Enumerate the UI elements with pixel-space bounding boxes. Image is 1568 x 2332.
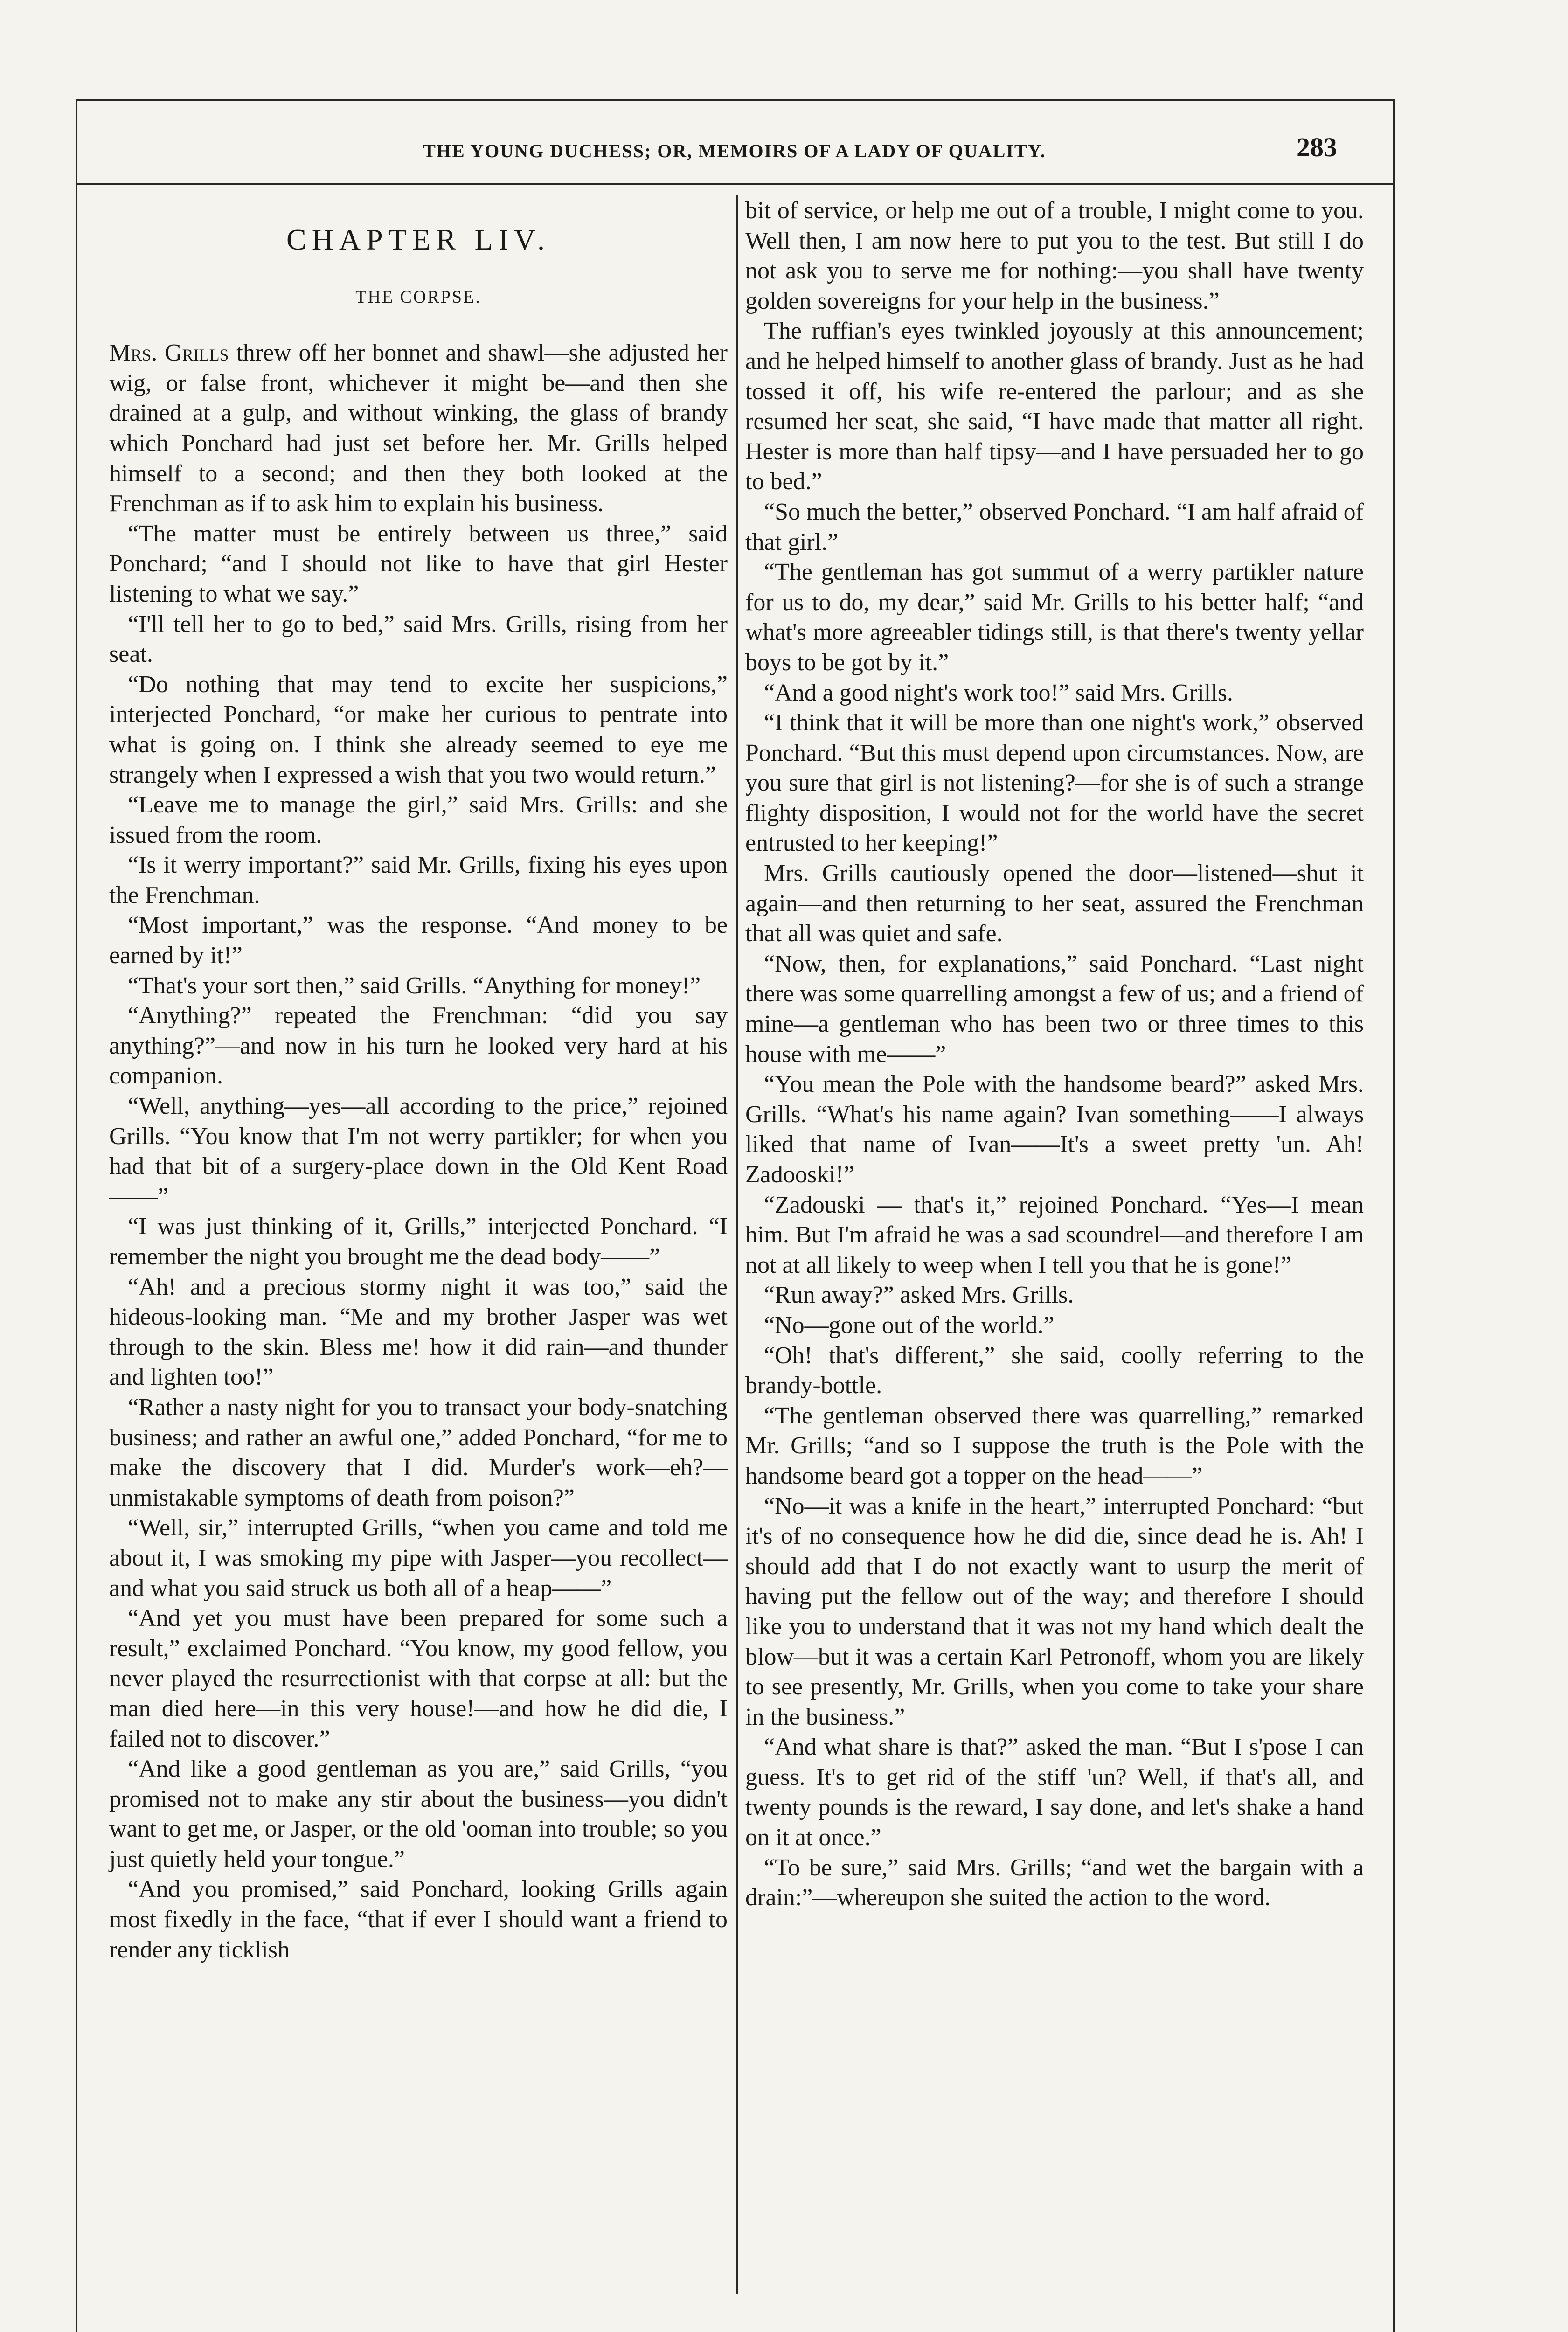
opening-paragraph: [109, 338, 728, 519]
left-column: [109, 196, 728, 1965]
paragraph: “No—gone out of the world.”: [764, 1312, 1055, 1339]
paragraph: “Oh! that's different,” she said, coolly referring to the brandy-bottle.: [745, 1342, 1364, 1399]
paragraph: “I was just thinking of it, Grills,” interjected Ponchard. “I remember the night you brought me the dead body——”: [109, 1213, 728, 1270]
paragraph: “Is it werry important?” said Mr. Grills, fixing his eyes upon the Frenchman.: [109, 852, 728, 909]
paragraph: “So much the better,” observed Ponchard. “I am half afraid of that girl.”: [745, 498, 1364, 555]
paragraph: “Now, then, for explanations,” said Ponchard. “Last night there was some quarrelling amongst a few of us; and a friend of mine—a gentleman who has been two or three times to this house with me——”: [745, 950, 1364, 1068]
header-rule: [76, 183, 1395, 185]
opening-text: threw off her bonnet and shawl—she adjusted her wig, or false front, whichever it might be—and then she drained at a gulp, and without winking, the glass of brandy which Ponchard had just set before her. Mr. Grills helped himself to a second; and then they both looked at the Frenchman as if to ask him to explain his business.: [109, 340, 728, 517]
paragraph: “And a good night's work too!” said Mrs. Grills.: [764, 679, 1233, 706]
chapter-title: CHAPTER LIV.: [286, 223, 550, 256]
running-head: THE YOUNG DUCHESS; OR, MEMOIRS OF A LADY OF QUALITY.: [423, 140, 1046, 161]
paragraph: “And you promised,” said Ponchard, looking Grills again most fixedly in the face, “that if ever I should want a friend to render any ticklish: [109, 1876, 728, 1963]
paragraph: “Rather a nasty night for you to transact your body-snatching business; and rather an awful one,” added Ponchard, “for me to make the discovery that I did. Murder's work—eh?—unmistakable symptoms of death from poison?”: [109, 1394, 728, 1511]
paragraph: “The gentleman has got summut of a werry partikler nature for us to do, my dear,” said Mr. Grills to his better half; “and what's more agreeabler tidings still, is that there's twenty yellar boys to be got by it.”: [745, 559, 1364, 676]
paragraph: “And yet you must have been prepared for some such a result,” exclaimed Ponchard. “You know, my good fellow, you never played the resurrectionist with that corpse at all: but the man died here—in this very house!—and how he did die, I failed not to discover.”: [109, 1605, 728, 1752]
paragraph: “I'll tell her to go to bed,” said Mrs. Grills, rising from her seat.: [109, 611, 728, 668]
paragraph: “To be sure,” said Mrs. Grills; “and wet the bargain with a drain:”—whereupon she suited the action to the word.: [745, 1854, 1364, 1911]
paragraph: “And like a good gentleman as you are,” said Grills, “you promised not to make any stir about the business—you didn't want to get me, or Jasper, or the old 'ooman into trouble; so you just quietly held your tongue.”: [109, 1756, 728, 1873]
paragraph: “Most important,” was the response. “And money to be earned by it!”: [109, 912, 728, 969]
paragraph: “No—it was a knife in the heart,” interrupted Ponchard: “but it's of no consequence how he did die, since dead he is. Ah! I should add that I do not exactly want to usurp the merit of having put the fellow out of the way; and therefore I should like you to understand that it was not my hand which dealt the blow—but it was a certain Karl Petronoff, whom you are likely to see presently, Mr. Grills, when you come to take your share in the business.”: [745, 1492, 1364, 1730]
paragraph: The ruffian's eyes twinkled joyously at this announcement; and he helped himself to another glass of brandy. Just as he had tossed it off, his wife re-entered the parlour; and as she resumed her seat, she said, “I have made that matter all right. Hester is more than half tipsy—and I have persuaded her to go to bed.”: [745, 318, 1364, 495]
paragraph: “Zadouski — that's it,” rejoined Ponchard. “Yes—I mean him. But I'm afraid he was a sad scoundrel—and therefore I am not at all likely to weep when I tell you that he is gone!”: [745, 1191, 1364, 1278]
paragraph: “Do nothing that may tend to excite her suspicions,” interjected Ponchard, “or make her curious to pentrate into what is going on. I think she already seemed to eye me strangely when I expressed a wish that you two would return.”: [109, 671, 728, 788]
paragraph: bit of service, or help me out of a trouble, I might come to you. Well then, I am now here to put you to the test. But still I do not ask you to serve me for nothing:—you shall have twenty golden sovereigns for your help in the business.”: [745, 197, 1364, 314]
paragraph: “Well, sir,” interrupted Grills, “when you came and told me about it, I was smoking my pipe with Jasper—you recollect—and what you said struck us both all of a heap——”: [109, 1514, 728, 1602]
paragraph: “Anything?” repeated the Frenchman: “did you say anything?”—and now in his turn he looked very hard at his companion.: [109, 1002, 728, 1090]
right-column: [745, 196, 1364, 1913]
paragraph: “Ah! and a precious stormy night it was too,” said the hideous-looking man. “Me and my brother Jasper was wet through to the skin. Bless me! how it did rain—and thunder and lighten too!”: [109, 1273, 728, 1391]
opening-smallcaps: Mrs. Grills: [109, 340, 229, 367]
paragraph: “I think that it will be more than one night's work,” observed Ponchard. “But this must depend upon circumstances. Now, are you sure that girl is not listening?—for she is of such a strange flighty disposition, I would not for the world have the secret entrusted to her keeping!”: [745, 709, 1364, 857]
paragraph: “Leave me to manage the girl,” said Mrs. Grills: and she issued from the room.: [109, 791, 728, 848]
chapter-subtitle: THE CORPSE.: [355, 287, 481, 307]
paragraph: “You mean the Pole with the handsome beard?” asked Mrs. Grills. “What's his name again? Ivan something——I always liked that name of Ivan——It's a sweet pretty 'un. Ah! Zadooski!”: [745, 1071, 1364, 1188]
paragraph: “The matter must be entirely between us three,” said Ponchard; “and I should not like to have that girl Hester listening to what we say.”: [109, 520, 728, 607]
paragraph: “Well, anything—yes—all according to the price,” rejoined Grills. “You know that I'm not werry partikler; for when you had that bit of a surgery-place down in the Old Kent Road——”: [109, 1093, 728, 1210]
paragraph: “That's your sort then,” said Grills. “Anything for money!”: [128, 972, 701, 999]
page-number: 283: [1297, 132, 1337, 162]
paragraph: “Run away?” asked Mrs. Grills.: [764, 1282, 1074, 1309]
paragraph: “The gentleman observed there was quarrelling,” remarked Mr. Grills; “and so I suppose the truth is the Pole with the handsome beard got a topper on the head——”: [745, 1402, 1364, 1489]
paragraph: Mrs. Grills cautiously opened the door—listened—shut it again—and then returning to her seat, assured the Frenchman that all was quiet and safe.: [745, 860, 1364, 947]
column-divider: [736, 195, 738, 2294]
paragraph: “And what share is that?” asked the man. “But I s'pose I can guess. It's to get rid of the stiff 'un? Well, if that's all, and twenty pounds is the reward, I say done, and let's shake a hand on it at once.”: [745, 1734, 1364, 1851]
